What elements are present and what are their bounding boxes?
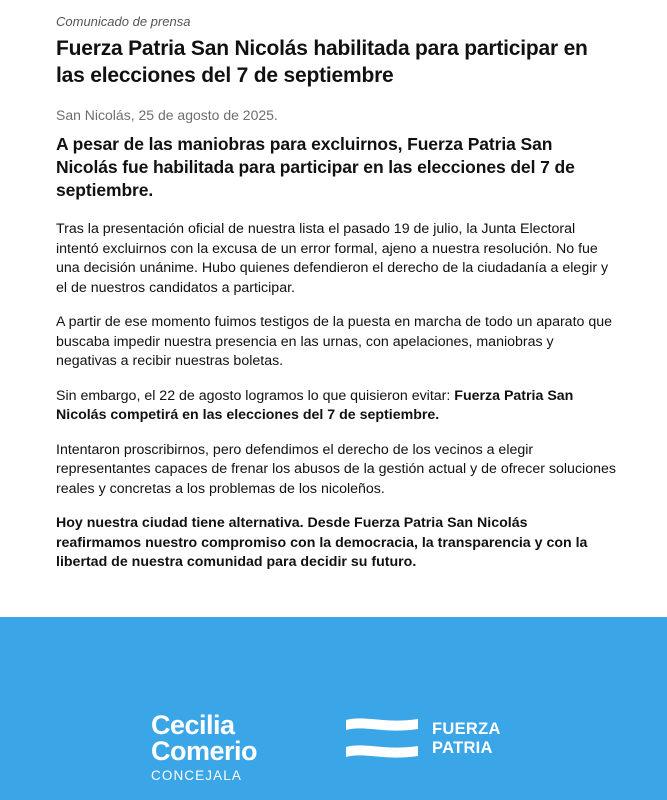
lead-paragraph: A pesar de las maniobras para excluirnos, Fuerza Patria San Nicolás fue habilitada para participar en las elecciones del 7 de septiembre. (56, 134, 575, 200)
paragraph-4: Intentaron proscribirnos, pero defendimos el derecho de los vecinos a elegir representantes capaces de frenar los abusos de la gestión actual y de ofrecer soluciones reales y concretas a los problemas de los nicoleños. (56, 441, 616, 497)
footer-banner (0, 617, 667, 800)
paragraph-2: A partir de ese momento fuimos testigos de la puesta en marcha de todo un aparato que buscaba impedir nuestra presencia en las urnas, con apelaciones, maniobras y negativas a recibir nuestras boletas. (56, 314, 613, 369)
party-logo (344, 716, 501, 768)
candidate-last-name: Comerio (151, 736, 258, 766)
candidate-first-name: Cecilia (151, 710, 235, 740)
paragraph-5: Hoy nuestra ciudad tiene alternativa. Desde Fuerza Patria San Nicolás reafirmamos nuestro compromiso con la democracia, la transparencia y con la libertad de nuestra comunidad para decidir su futuro. (56, 515, 588, 570)
paragraph-3 (56, 387, 616, 426)
paragraph-1: Tras la presentación oficial de nuestra lista el pasado 19 de julio, la Junta Electoral intentó excluirnos con la excusa de un error formal, ajeno a nuestra resolución. No fue una decisión unánime. Hubo quienes defendieron el derecho de la ciudadanía a elegir y el de nuestros candidatos a participar. (56, 221, 609, 296)
kicker: Comunicado de prensa (56, 14, 191, 29)
party-name (432, 720, 552, 758)
party-name-line1: FUERZA (432, 720, 501, 738)
paragraph-3-bold: Fuerza Patria San Nicolás competirá en las elecciones del 7 de septiembre. (56, 387, 574, 423)
flag-stripes-icon (344, 716, 420, 768)
headline: Fuerza Patria San Nicolás habilitada para participar en las elecciones del 7 de septiembre (56, 37, 588, 87)
dateline: San Nicolás, 25 de agosto de 2025. (56, 107, 278, 123)
party-name-line2: PATRIA (432, 739, 493, 757)
paragraph-3-text: Sin embargo, el 22 de agosto logramos lo que quisieron evitar: (56, 387, 455, 404)
candidate-role: CONCEJALA (151, 768, 242, 783)
candidate-block (151, 712, 257, 783)
press-release (56, 14, 616, 588)
